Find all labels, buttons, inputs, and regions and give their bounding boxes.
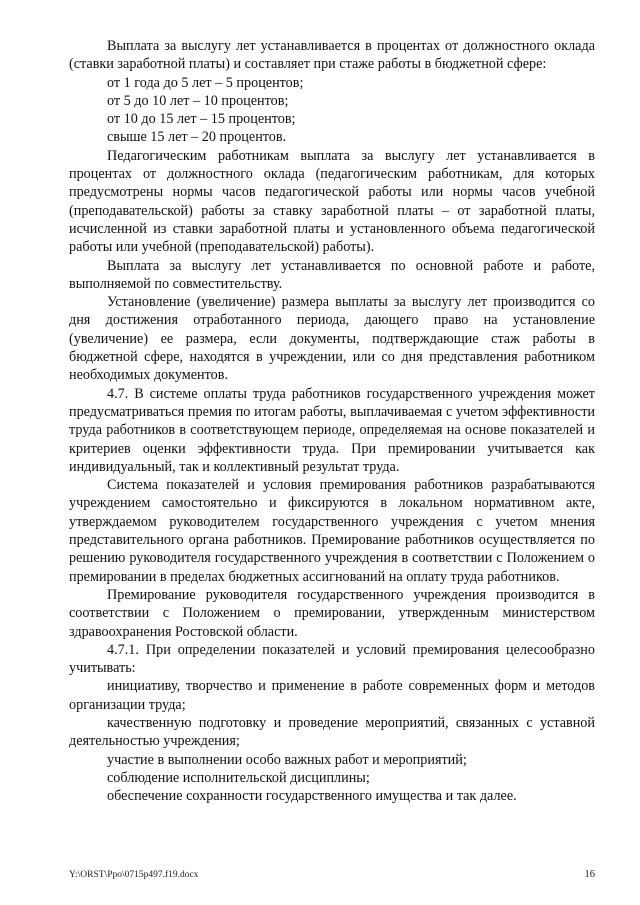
page-number: 16	[584, 869, 595, 880]
list-item: от 1 года до 5 лет – 5 процентов;	[107, 74, 304, 91]
paragraph-pedagogical: Педагогическим работникам выплата за выслугу лет устанавливается в процентах от должностного оклада (педагогическим работникам, для которых предусмотрены нормы часов педагогической работы или нормы часов учебной (преподавательской) работы за ставку заработной платы – от заработной платы, исчисленной из ставки заработной платы и установленного объема педагогической работы или учебной (преподавательской) работы).	[69, 147, 595, 256]
paragraph-head-bonus: Премирование руководителя государственного учреждения производится в соответствии с Положением о премировании, утвержденным министерством здравоохранения Ростовской области.	[69, 586, 595, 640]
paragraph-preparation: качественную подготовку и проведение мероприятий, связанных с уставной деятельностью учреждения;	[69, 714, 595, 750]
list-item: от 10 до 15 лет – 15 процентов;	[107, 111, 296, 128]
file-path: Y:\ORST\Ppo\0715p497.f19.docx	[69, 870, 199, 880]
list-item: участие в выполнении особо важных работ и мероприятий;	[107, 751, 467, 768]
list-item: обеспечение сохранности государственного имущества и так далее.	[107, 788, 517, 805]
paragraph-seniority-pay: Выплата за выслугу лет устанавливается в процентах от должностного оклада (ставки заработной платы) и составляет при стаже работы в бюджетной сфере:	[69, 38, 595, 73]
list-item: соблюдение исполнительской дисциплины;	[107, 769, 370, 786]
paragraph-main-work: Выплата за выслугу лет устанавливается по основной работе и работе, выполняемой по совместительству.	[69, 257, 595, 292]
criteria-list	[69, 751, 595, 806]
paragraph-section-4-7: 4.7. В системе оплаты труда работников государственного учреждения может предусматриваться премия по итогам работы, выплачиваемая с учетом эффективности труда работников в соответствующем периоде, определяемая на основе показателей и критериев оценки эффективности труда. При премировании учитывается как индивидуальный, так и коллективный результат труда.	[69, 385, 595, 475]
list-item: свыше 15 лет – 20 процентов.	[107, 129, 287, 146]
paragraph-initiative: инициативу, творчество и применение в работе современных форм и методов организации труда;	[69, 678, 595, 713]
list-item: от 5 до 10 лет – 10 процентов;	[107, 92, 289, 109]
paragraph-establishment: Установление (увеличение) размера выплаты за выслугу лет производится со дня достижения отработанного периода, дающего право на установление (увеличение) ее размера, если документы, подтверждающие стаж работы в бюджетной сфере, находятся в учреждении, или со дня представления работником необходимых документов.	[69, 294, 595, 384]
paragraph-bonus-system: Система показателей и условия премирования работников разрабатываются учреждением самостоятельно и фиксируются в локальном нормативном акте, утверждаемом руководителем государственного учреждения с учетом мнения представительного органа работников. Премирование работников осуществляется по решению руководителя государственного учреждения в соответствии с Положением о премировании в пределах бюджетных ассигнований на оплату труда работников.	[69, 477, 595, 585]
seniority-rates-list	[69, 74, 595, 147]
document-body	[69, 37, 595, 805]
paragraph-section-4-7-1: 4.7.1. При определении показателей и условий премирования целесообразно учитывать:	[69, 641, 595, 677]
